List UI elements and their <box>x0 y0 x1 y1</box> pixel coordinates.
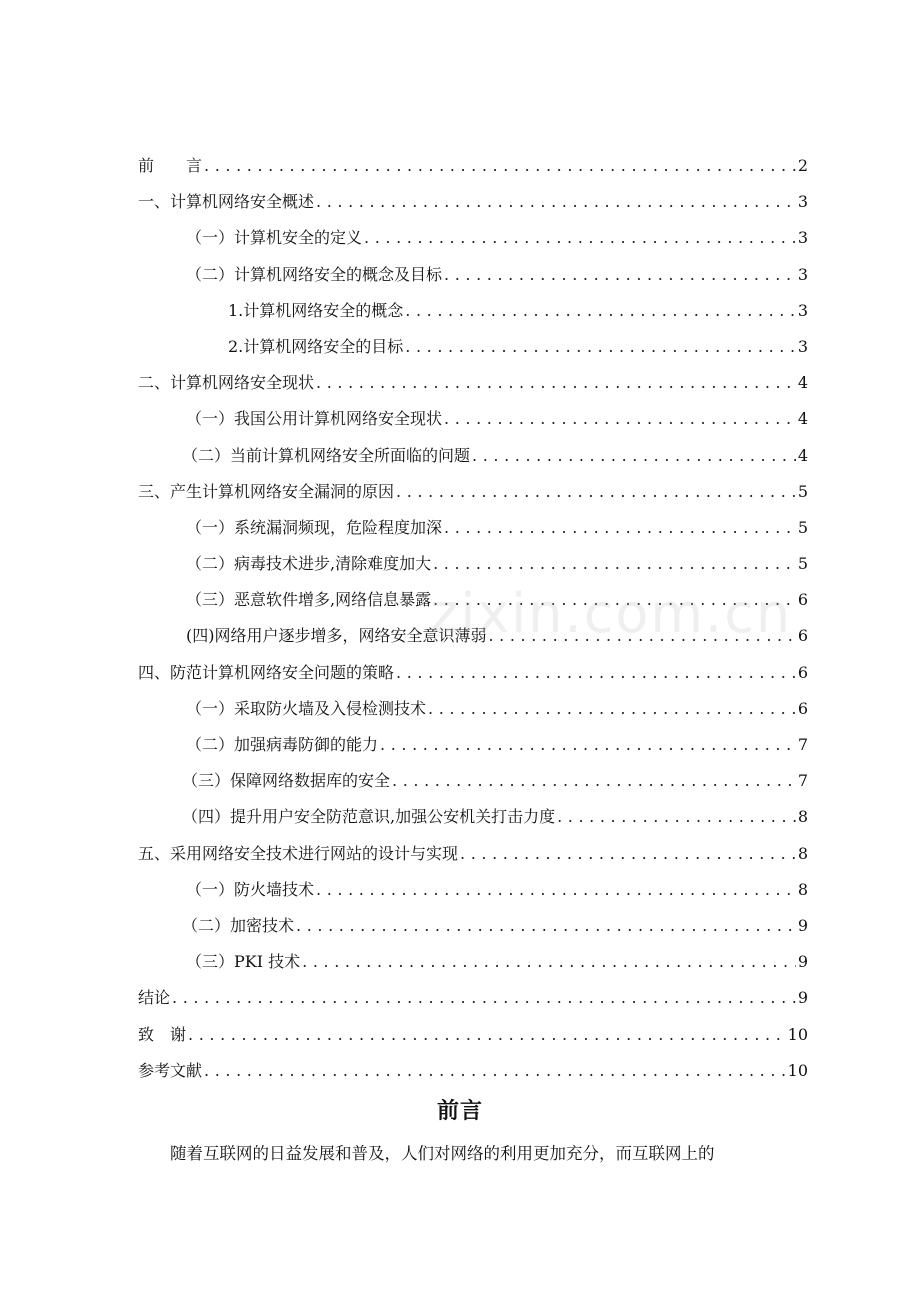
toc-entry[interactable] <box>138 872 808 908</box>
toc-entry-page: 5 <box>797 554 808 574</box>
toc-entry-label: （二）加强病毒防御的能力 <box>186 735 379 754</box>
toc-entry-label: （三）恶意软件增多,网络信息暴露 <box>186 590 432 610</box>
toc-leader-dots <box>392 763 796 799</box>
toc-entry[interactable] <box>138 618 808 654</box>
toc-leader-dots <box>380 727 796 763</box>
toc-entry[interactable] <box>138 438 808 474</box>
toc-entry[interactable] <box>138 510 808 546</box>
toc-entry[interactable] <box>138 148 808 184</box>
toc-leader-dots <box>444 510 796 546</box>
toc-entry-page: 9 <box>797 988 808 1008</box>
toc-entry-page: 10 <box>787 1060 808 1080</box>
toc-entry-label: 前 言 <box>138 156 203 175</box>
toc-entry[interactable] <box>138 293 808 329</box>
toc-entry-label: 1.计算机网络安全的概念 <box>228 300 404 320</box>
toc-entry[interactable] <box>138 799 808 835</box>
toc-entry-page: 6 <box>797 590 808 610</box>
toc-entry-label: （四）提升用户安全防范意识,加强公安机关打击力度 <box>182 807 556 827</box>
toc-entry-page: 3 <box>797 192 808 212</box>
toc-entry-page: 9 <box>797 952 808 972</box>
toc-entry[interactable] <box>138 474 808 510</box>
toc-entry-page: 3 <box>797 336 808 356</box>
toc-entry-label: 致 谢 <box>138 1024 187 1044</box>
toc-entry-page: 8 <box>797 879 808 899</box>
toc-entry-page: 9 <box>797 915 808 935</box>
toc-entry-page: 6 <box>797 626 808 646</box>
toc-entry-page: 10 <box>787 1024 808 1044</box>
toc-leader-dots <box>396 474 796 510</box>
toc-entry-page: 5 <box>797 517 808 537</box>
toc-leader-dots <box>204 148 796 184</box>
toc-leader-dots <box>188 1017 786 1053</box>
toc-entry-label: 参考文献 <box>138 1060 203 1080</box>
toc-entry-page: 8 <box>797 843 808 863</box>
toc-entry-page: 5 <box>797 481 808 501</box>
toc-entry-label: （二）当前计算机网络安全所面临的问题 <box>182 445 471 465</box>
toc-leader-dots <box>444 401 796 437</box>
toc-entry[interactable] <box>138 691 808 727</box>
toc-entry[interactable] <box>138 184 808 220</box>
toc-entry[interactable] <box>138 908 808 944</box>
toc-entry[interactable] <box>138 582 808 618</box>
toc-entry-label: （二）病毒技术进步,清除难度加大 <box>186 554 432 574</box>
toc-entry-label: （二）计算机网络安全的概念及目标 <box>186 264 443 284</box>
toc-entry-page: 2 <box>797 156 808 175</box>
toc-entry-page: 6 <box>797 698 808 718</box>
toc-entry[interactable] <box>138 944 808 980</box>
toc-entry-page: 4 <box>797 409 808 429</box>
toc-entry[interactable] <box>138 546 808 582</box>
toc-entry-label: 五、采用网络安全技术进行网站的设计与实现 <box>138 843 459 863</box>
table-of-contents <box>138 148 808 1089</box>
toc-leader-dots <box>489 618 796 654</box>
toc-entry[interactable] <box>138 655 808 691</box>
toc-leader-dots <box>302 944 796 980</box>
toc-entry[interactable] <box>138 727 808 763</box>
toc-entry-page: 8 <box>797 807 808 827</box>
toc-entry[interactable] <box>138 1053 808 1089</box>
toc-leader-dots <box>433 546 796 582</box>
body-paragraph: 随着互联网的日益发展和普及，人们对网络的利用更加充分，而互联网上的 <box>170 1144 715 1163</box>
toc-entry[interactable] <box>138 365 808 401</box>
toc-entry[interactable] <box>138 836 808 872</box>
toc-entry-label: （一）我国公用计算机网络安全现状 <box>186 409 443 429</box>
toc-leader-dots <box>428 691 796 727</box>
toc-entry-page: 7 <box>797 735 808 754</box>
toc-leader-dots <box>316 184 796 220</box>
toc-entry-label: （二）加密技术 <box>182 915 295 935</box>
toc-leader-dots <box>296 908 796 944</box>
toc-entry-label: （一）采取防火墙及入侵检测技术 <box>186 698 427 718</box>
toc-entry-label: （一）防火墙技术 <box>186 879 315 899</box>
toc-entry-page: 6 <box>797 662 808 682</box>
toc-entry[interactable] <box>138 329 808 365</box>
toc-leader-dots <box>396 655 796 691</box>
section-heading: 前言 <box>436 1099 483 1124</box>
watermark-text: zixin.com.cn <box>430 582 793 645</box>
toc-leader-dots <box>460 836 796 872</box>
toc-entry-label: 三、产生计算机网络安全漏洞的原因 <box>138 481 395 501</box>
toc-entry-label: 二、计算机网络安全现状 <box>138 373 315 393</box>
toc-entry[interactable] <box>138 763 808 799</box>
toc-entry-page: 7 <box>797 771 808 791</box>
toc-leader-dots <box>204 1053 786 1089</box>
toc-entry-label: 结论 <box>138 988 171 1008</box>
toc-entry[interactable] <box>138 401 808 437</box>
toc-leader-dots <box>557 799 796 835</box>
toc-leader-dots <box>433 582 796 618</box>
toc-entry[interactable] <box>138 220 808 256</box>
toc-leader-dots <box>405 329 796 365</box>
toc-leader-dots <box>172 980 796 1016</box>
toc-entry-label: 四、防范计算机网络安全问题的策略 <box>138 662 395 682</box>
toc-entry[interactable] <box>138 257 808 293</box>
toc-entry-label: （三）保障网络数据库的安全 <box>182 771 391 791</box>
toc-entry-page: 3 <box>797 300 808 320</box>
toc-entry-label: 一、计算机网络安全概述 <box>138 192 315 212</box>
toc-leader-dots <box>316 872 796 908</box>
toc-entry-label: （一）系统漏洞频现，危险程度加深 <box>186 517 443 537</box>
toc-entry[interactable] <box>138 1017 808 1053</box>
toc-entry[interactable] <box>138 980 808 1016</box>
toc-entry-page: 4 <box>797 445 808 465</box>
toc-entry-page: 3 <box>797 228 808 248</box>
toc-entry-label: (四)网络用户逐步增多，网络安全意识薄弱 <box>186 626 487 646</box>
toc-entry-label: （三）PKI 技术 <box>186 952 301 972</box>
toc-leader-dots <box>364 220 796 256</box>
toc-leader-dots <box>472 438 796 474</box>
toc-leader-dots <box>316 365 796 401</box>
toc-entry-label: （一）计算机安全的定义 <box>186 228 363 248</box>
toc-entry-label: 2.计算机网络安全的目标 <box>228 336 404 356</box>
toc-leader-dots <box>405 293 796 329</box>
toc-leader-dots <box>444 257 796 293</box>
toc-entry-page: 4 <box>797 373 808 393</box>
toc-entry-page: 3 <box>797 264 808 284</box>
